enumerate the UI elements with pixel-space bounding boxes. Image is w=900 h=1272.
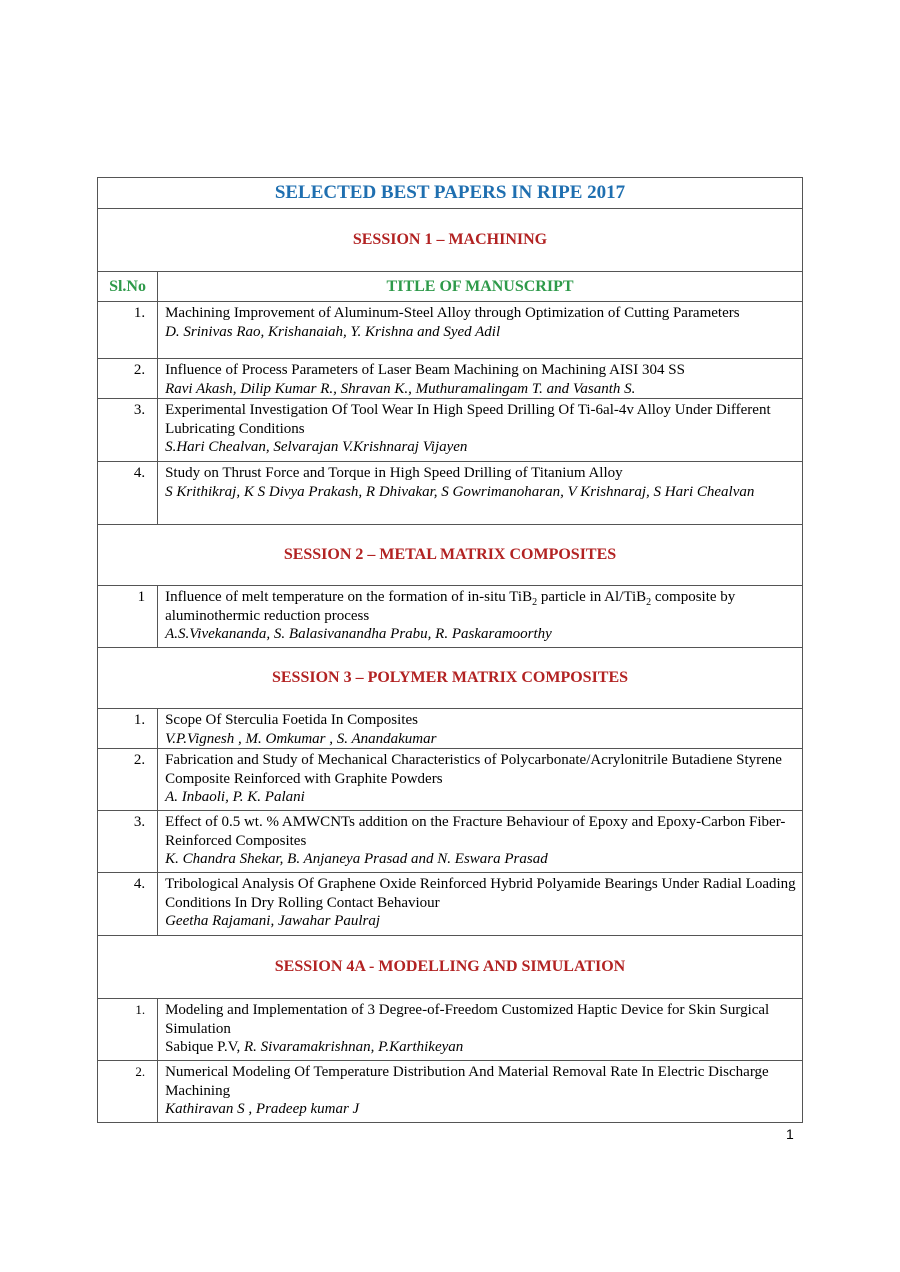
session-row <box>98 936 803 999</box>
paper-title: Experimental Investigation Of Tool Wear In High Speed Drilling Of Ti-6al-4v Alloy Under Different Lubricating Conditions <box>165 402 771 437</box>
paper-authors <box>165 850 796 869</box>
title-fragment: Influence of melt temperature on the formation of in-situ TiB <box>165 589 533 605</box>
column-header-title: TITLE OF MANUSCRIPT <box>158 272 803 302</box>
paper-cell <box>158 1061 803 1123</box>
author-list: Ravi Akash, Dilip Kumar R., Shravan K., Muthuramalingam T. and Vasanth S. <box>165 380 636 397</box>
paper-authors <box>165 380 796 399</box>
subscript: 2 <box>646 597 652 608</box>
paper-authors <box>165 1038 796 1057</box>
paper-number: 1. <box>98 999 158 1061</box>
paper-row <box>98 709 803 749</box>
paper-title: Machining Improvement of Aluminum-Steel Alloy through Optimization of Cutting Parameters <box>165 305 740 321</box>
document-title: SELECTED BEST PAPERS IN RIPE 2017 <box>98 178 803 209</box>
paper-title: Numerical Modeling Of Temperature Distribution And Material Removal Rate In Electric Discharge Machining <box>165 1064 769 1099</box>
session-row <box>98 525 803 586</box>
page-number: 1 <box>786 1126 794 1142</box>
session-heading: SESSION 4A - MODELLING AND SIMULATION <box>98 936 803 999</box>
paper-cell <box>158 586 803 648</box>
paper-number: 2. <box>98 1061 158 1123</box>
paper-title: Tribological Analysis Of Graphene Oxide Reinforced Hybrid Polyamide Bearings Under Radial Loading Conditions In Dry Rolling Contact Behaviour <box>165 876 796 911</box>
author-list: K. Chandra Shekar, B. Anjaneya Prasad and N. Eswara Prasad <box>165 851 548 867</box>
column-header-row <box>98 272 803 302</box>
paper-number: 2. <box>98 749 158 811</box>
paper-authors <box>165 730 796 749</box>
paper-cell <box>158 873 803 936</box>
author-list: Geetha Rajamani, Jawahar Paulraj <box>165 913 381 929</box>
paper-number: 4. <box>98 873 158 936</box>
session-heading: SESSION 3 – POLYMER MATRIX COMPOSITES <box>98 648 803 709</box>
author-list: D. Srinivas Rao, Krishanaiah, Y. Krishna and Syed Adil <box>165 323 501 340</box>
paper-number: 3. <box>98 399 158 462</box>
paper-authors <box>165 788 796 807</box>
paper-row <box>98 586 803 648</box>
paper-authors <box>165 912 796 931</box>
papers-table <box>97 177 803 1123</box>
paper-authors <box>165 323 796 342</box>
paper-number: 2. <box>98 359 158 399</box>
paper-title: Fabrication and Study of Mechanical Characteristics of Polycarbonate/Acrylonitrile Butadiene Styrene Composite Reinforced with Graphite Powders <box>165 752 782 787</box>
paper-cell <box>158 709 803 749</box>
paper-row <box>98 462 803 525</box>
paper-title <box>165 588 796 625</box>
paper-title: Scope Of Sterculia Foetida In Composites <box>165 712 418 728</box>
paper-row <box>98 1061 803 1123</box>
paper-cell <box>158 399 803 462</box>
paper-cell <box>158 749 803 811</box>
paper-title: Influence of Process Parameters of Laser Beam Machining on Machining AISI 304 SS <box>165 362 685 378</box>
session-row <box>98 209 803 272</box>
column-header-sl: Sl.No <box>98 272 158 302</box>
title-fragment: particle in Al/TiB <box>537 589 647 605</box>
paper-title: Effect of 0.5 wt. % AMWCNTs addition on the Fracture Behaviour of Epoxy and Epoxy-Carbon Fiber-Reinforced Composites <box>165 814 786 849</box>
author-list: A. Inbaoli, P. K. Palani <box>165 789 305 805</box>
author-list: A.S.Vivekananda, S. Balasivanandha Prabu, R. Paskaramoorthy <box>165 626 552 642</box>
subscript: 2 <box>532 597 538 608</box>
paper-cell <box>158 359 803 399</box>
paper-title: Study on Thrust Force and Torque in High Speed Drilling of Titanium Alloy <box>165 465 623 481</box>
paper-authors <box>165 625 796 644</box>
paper-number: 1 <box>98 586 158 648</box>
title-row <box>98 178 803 209</box>
paper-row <box>98 873 803 936</box>
paper-cell <box>158 811 803 873</box>
session-row <box>98 648 803 709</box>
author-list: S Krithikraj, K S Divya Prakash, R Dhivakar, S Gowrimanoharan, V Krishnaraj, S Hari Chealvan <box>165 483 755 500</box>
author-list: R. Sivaramakrishnan, P.Karthikeyan <box>243 1039 464 1055</box>
paper-cell <box>158 302 803 359</box>
paper-number: 1. <box>98 302 158 359</box>
paper-row <box>98 811 803 873</box>
paper-authors <box>165 438 796 457</box>
paper-row <box>98 359 803 399</box>
paper-number: 1. <box>98 709 158 749</box>
paper-row <box>98 749 803 811</box>
paper-number: 4. <box>98 462 158 525</box>
author-list: Kathiravan S , Pradeep kumar J <box>165 1101 360 1117</box>
paper-title: Modeling and Implementation of 3 Degree-of-Freedom Customized Haptic Device for Skin Surgical Simulation <box>165 1002 770 1037</box>
session-heading: SESSION 2 – METAL MATRIX COMPOSITES <box>98 525 803 586</box>
paper-row <box>98 399 803 462</box>
title-fragment: composite by aluminothermic reduction process <box>165 589 736 624</box>
author-list: S.Hari Chealvan, Selvarajan V.Krishnaraj Vijayen <box>165 439 468 455</box>
paper-row <box>98 999 803 1061</box>
session-heading: SESSION 1 – MACHINING <box>98 209 803 272</box>
paper-cell <box>158 462 803 525</box>
author-plain: Sabique P.V, <box>165 1039 244 1055</box>
paper-authors <box>165 1100 796 1119</box>
paper-cell <box>158 999 803 1061</box>
paper-row <box>98 302 803 359</box>
author-list: V.P.Vignesh , M. Omkumar , S. Anandakumar <box>165 730 437 747</box>
paper-number: 3. <box>98 811 158 873</box>
paper-authors <box>165 483 796 502</box>
